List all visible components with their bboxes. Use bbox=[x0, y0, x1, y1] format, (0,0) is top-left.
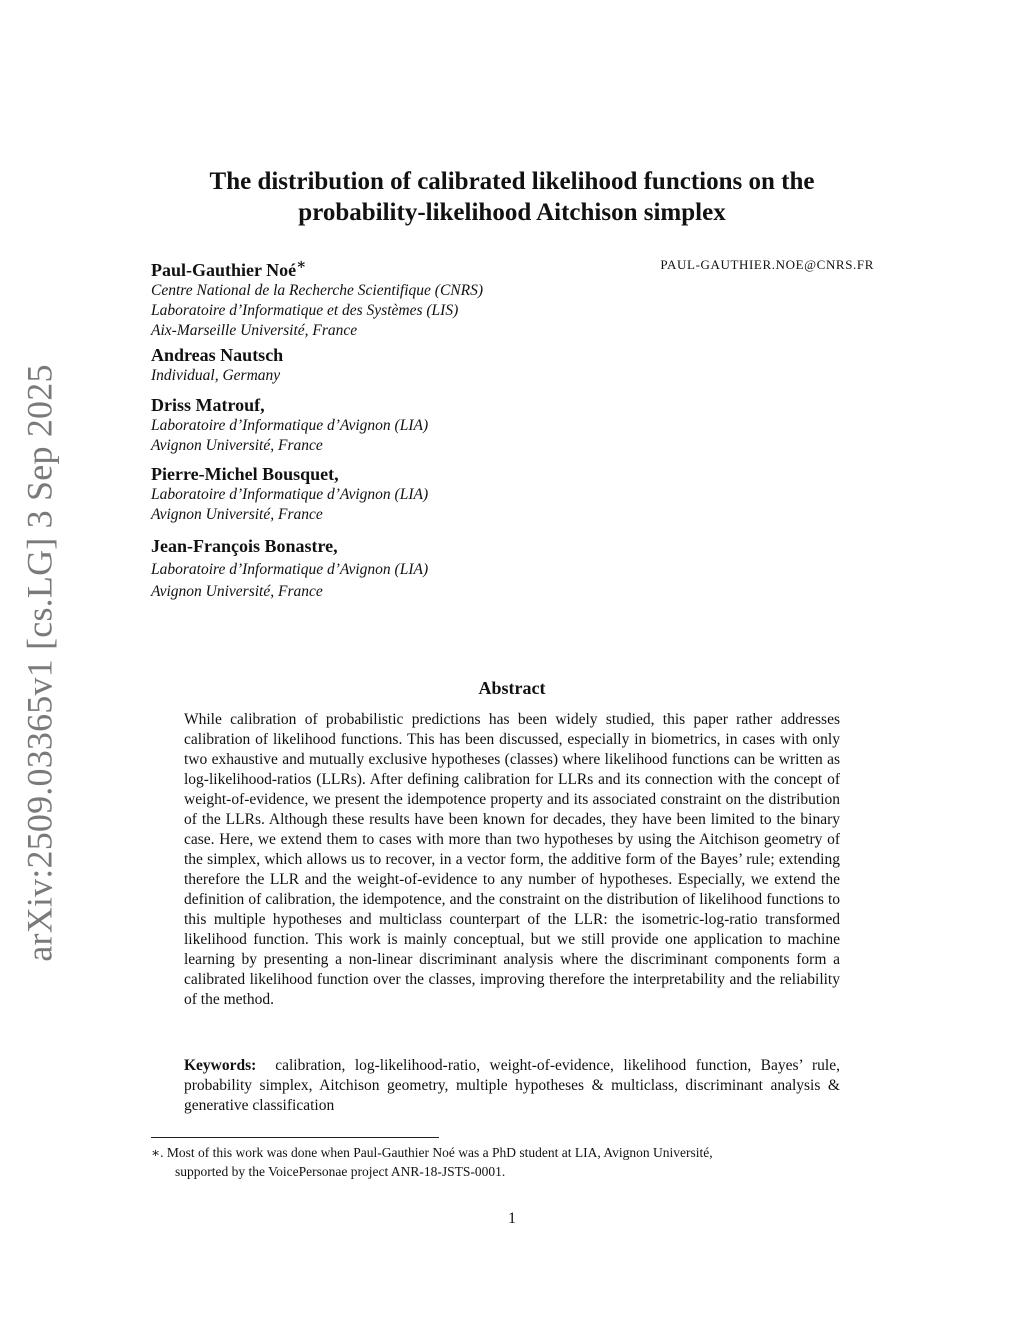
author-affiliation: Centre National de la Recherche Scientifique (CNRS) bbox=[151, 282, 484, 299]
author-affiliation: Aix-Marseille Université, France bbox=[151, 322, 358, 339]
author-name: Andreas Nautsch bbox=[151, 345, 284, 365]
author-block-4 bbox=[151, 463, 875, 525]
author-block-1 bbox=[151, 254, 875, 341]
footnote-divider bbox=[151, 1137, 439, 1138]
page-number: 1 bbox=[508, 1210, 516, 1227]
author-affiliation: Laboratoire d’Informatique et des Systèmes (LIS) bbox=[151, 302, 459, 319]
author-name: Pierre-Michel Bousquet, bbox=[151, 464, 339, 484]
keywords-label: Keywords: bbox=[184, 1057, 257, 1074]
title-line-1: The distribution of calibrated likelihood functions on the bbox=[209, 168, 815, 195]
author-name: Jean-François Bonastre, bbox=[151, 536, 338, 556]
author-affiliation: Laboratoire d’Informatique d’Avignon (LIA) bbox=[151, 417, 429, 434]
author-name: Paul-Gauthier Noé∗ bbox=[151, 257, 307, 280]
author-affiliation: Laboratoire d’Informatique d’Avignon (LIA) bbox=[151, 561, 429, 578]
author-name: Driss Matrouf, bbox=[151, 395, 265, 415]
keywords-paragraph bbox=[184, 1056, 840, 1116]
author-affiliation: Avignon Université, France bbox=[151, 506, 323, 523]
footnote bbox=[151, 1143, 875, 1181]
author-block-2 bbox=[151, 344, 875, 386]
author-affiliation: Laboratoire d’Informatique d’Avignon (LIA) bbox=[151, 486, 429, 503]
author-affiliation: Avignon Université, France bbox=[151, 583, 323, 600]
author-affiliation: Individual, Germany bbox=[151, 367, 281, 384]
paper-title bbox=[150, 166, 874, 228]
abstract-body: While calibration of probabilistic predictions has been widely studied, this paper rather addresses calibration of likelihood functions. This has been discussed, especially in biometrics, in cases with only two exhaustive and mutually exclusive hypotheses (classes) where likelihood functions can be written as log-likelihood-ratios (LLRs). After defining calibration for LLRs and its connection with the concept of weight-of-evidence, we present the idempotence property and its associated constraint on the distribution of the LLRs. Although these results have been known for decades, they have been limited to the binary case. Here, we extend them to cases with more than two hypotheses by using the Aitchison geometry of the simplex, which allows us to recover, in a vector form, the additive form of the Bayes’ rule; extending therefore the LLR and the weight-of-evidence to any number of hypotheses. Especially, we extend the definition of calibration, the idempotence, and the constraint on the distribution of likelihood functions to this multiple hypotheses and multiclass counterpart of the LLR: the isometric-log-ratio transformed likelihood function. This work is mainly conceptual, but we still provide one application to machine learning by presenting a non-linear discriminant analysis where the discriminant components form a calibrated likelihood function over the classes, improving therefore the interpretability and the reliability of the method. bbox=[184, 711, 840, 1008]
footnote-mark: ∗ bbox=[296, 257, 307, 273]
author-block-5 bbox=[151, 535, 875, 602]
footnote-line-2: supported by the VoicePersonae project ANR-18-JSTS-0001. bbox=[175, 1164, 506, 1179]
author-email[interactable]: PAUL-GAUTHIER.NOE@CNRS.FR bbox=[660, 257, 874, 272]
title-line-2: probability-likelihood Aitchison simplex bbox=[298, 199, 726, 226]
arxiv-identifier-text: arXiv:2509.03365v1 [cs.LG] 3 Sep 2025 bbox=[20, 364, 61, 962]
footnote-line-1: ∗. Most of this work was done when Paul-Gauthier Noé was a PhD student at LIA, Avignon Université, bbox=[151, 1145, 713, 1160]
keywords-text: calibration, log-likelihood-ratio, weight-of-evidence, likelihood function, Bayes’ rule, probability simplex, Aitchison geometry, multiple hypotheses & multiclass, discriminant analysis & generative classification bbox=[184, 1057, 840, 1114]
abstract-heading: Abstract bbox=[478, 678, 546, 698]
arxiv-identifier-stamp bbox=[8, 364, 72, 962]
author-affiliation: Avignon Université, France bbox=[151, 437, 323, 454]
author-block-3 bbox=[151, 394, 875, 456]
